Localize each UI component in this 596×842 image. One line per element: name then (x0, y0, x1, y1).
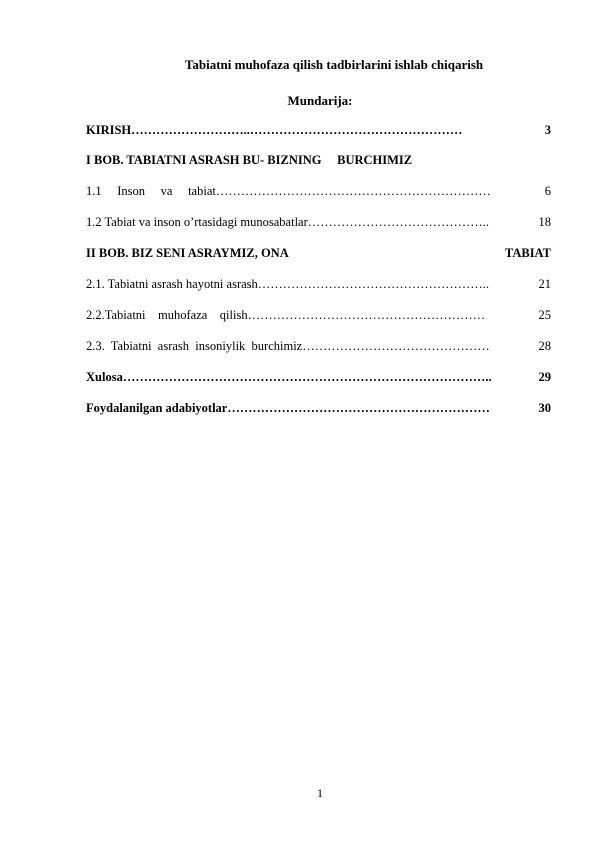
toc-entry-label-continued: TABIAT (504, 246, 551, 260)
toc-entry-page: 3 (544, 123, 551, 137)
toc-entry-leader: ……………………………………… (302, 339, 490, 353)
toc-entry-label: 1.2 Tabiat va inson o’rtasidagi munosabatlar (86, 215, 308, 229)
toc-entry-label: 2.2.Tabiatni muhofaza qilish (86, 308, 248, 322)
toc-entry-label: Foydalanilgan adabiyotlar (86, 401, 228, 415)
toc-entry-label: I BOB. TABIATNI ASRASH BU- BIZNING BURCHIMIZ (86, 153, 413, 167)
toc-entry-xulosa (86, 369, 551, 385)
toc-entry-page: 28 (538, 339, 551, 353)
toc-entry-1-1 (86, 183, 551, 199)
toc-entry-leader: …………………………………………………………………………….. (122, 370, 492, 384)
toc-entry-leader: ……………………………………………….. (257, 277, 490, 291)
toc-entry-bob2 (86, 245, 551, 261)
toc-entry-bob1 (86, 152, 551, 168)
toc-entry-2-3 (86, 338, 551, 354)
toc-entry-page: 25 (538, 308, 551, 322)
toc-entry-label: II BOB. BIZ SENI ASRAYMIZ, ONA (86, 246, 289, 260)
toc-entry-page: 18 (538, 215, 551, 229)
toc-entry-label: 1.1 Inson va tabiat (86, 184, 216, 198)
toc-entry-leader: ………………………………………………………… (215, 184, 491, 198)
toc-entry-adabiyotlar (86, 400, 551, 416)
toc-entry-label: 2.3. Tabiatni asrash insoniylik burchimiz (86, 339, 303, 353)
toc-entry-page: 29 (538, 370, 551, 384)
toc-entry-label: 2.1. Tabiatni asrash hayotni asrash (86, 277, 258, 291)
toc-entry-kirish (86, 122, 551, 138)
toc-entry-label: Xulosa (86, 370, 123, 384)
document-title: Tabiatni muhofaza qilish tadbirlarini ishlab chiqarish (184, 57, 484, 72)
toc-entry-label: KIRISH (86, 123, 132, 137)
toc-entry-page: 30 (538, 401, 551, 415)
toc-entry-leader: …………………………………….. (307, 215, 490, 229)
toc-entry-2-2 (86, 307, 551, 323)
toc-entry-1-2 (86, 214, 551, 230)
toc-entry-2-1 (86, 276, 551, 292)
toc-entry-page: 21 (538, 277, 551, 291)
toc-entry-leader: ………………………………………………… (247, 308, 486, 322)
toc-entry-page: 6 (544, 184, 551, 198)
page-number: 1 (317, 786, 323, 800)
toc-entry-leader: ………………………..…………………………………………… (131, 123, 463, 137)
toc-entry-leader: ……………………………………………………… (227, 401, 490, 415)
toc-heading: Mundarija: (287, 93, 353, 108)
